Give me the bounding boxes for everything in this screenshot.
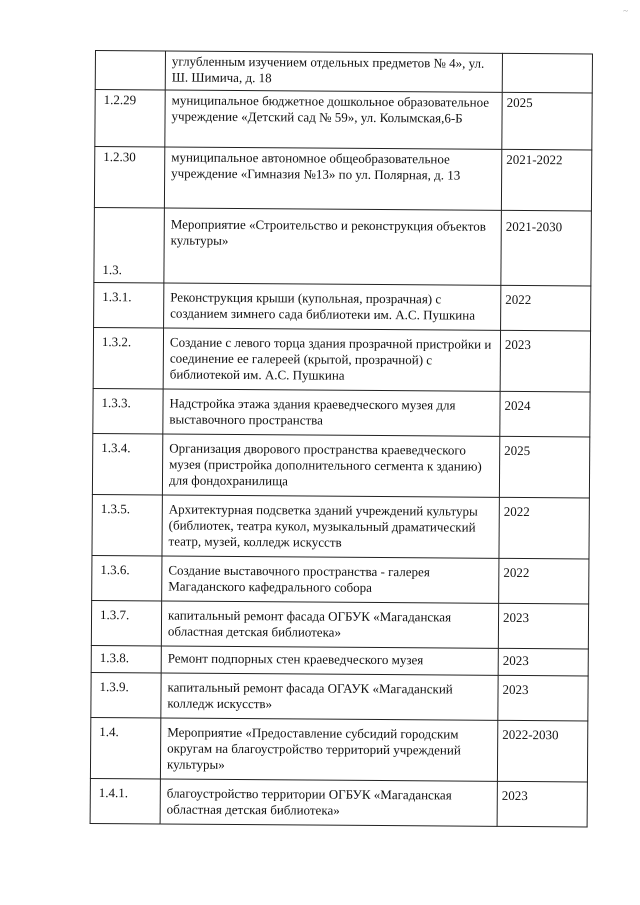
row-period: 2025 <box>502 92 592 150</box>
row-number: 1.3.9. <box>91 672 161 717</box>
row-number: 1.3.1. <box>94 282 164 327</box>
row-description: благоустройство территории ОГБУК «Магаданская областная детская библиотека» <box>160 779 497 826</box>
row-period: 2022-2030 <box>497 720 587 782</box>
row-number: 1.4.1. <box>90 778 160 823</box>
row-number: 1.3.3. <box>93 388 163 433</box>
row-description: Архитектурная подсветка зданий учреждений культуры (библиотек, театра кукол, музыкальный драматический театр, музей, колледж искусств <box>162 495 499 558</box>
row-number: 1.3.5. <box>92 494 162 555</box>
table-row <box>94 207 592 285</box>
row-period: 2022 <box>499 497 589 559</box>
row-description: Надстройка этажа здания краеведческого музея для выставочного пространства <box>163 389 500 436</box>
row-description: Создание выставочного пространства - галерея Магаданского кафедрального собора <box>162 556 499 603</box>
table-row <box>90 717 587 781</box>
row-description: муниципальное автономное общеобразовательное учреждение «Гимназия №13» по ул. Полярная, д. 13 <box>164 147 501 210</box>
row-number: 1.3.7. <box>91 600 161 645</box>
row-number: 1.3.4. <box>92 433 162 494</box>
table-row <box>94 147 591 211</box>
row-description: капитальный ремонт фасада ОГБУК «Магаданская областная детская библиотека» <box>161 601 498 648</box>
table-row <box>92 494 589 558</box>
table-row <box>91 672 588 720</box>
row-description: Реконструкция крыши (купольная, прозрачная) с созданием зимнего сада библиотеки им. А.С. Пушкина <box>164 283 501 330</box>
row-number: 1.3.2. <box>93 327 163 388</box>
table-row <box>91 645 588 675</box>
row-description: Мероприятие «Предоставление субсидий городским округам на благоустройство территорий учреждений культуры» <box>160 718 497 781</box>
row-description: Организация дворового пространства краеведческого музея (пристройка дополнительного сегмента к зданию) для фондохранилища <box>162 434 499 497</box>
row-period: 2023 <box>500 330 590 392</box>
row-period: 2021-2030 <box>501 210 592 286</box>
row-period: 2023 <box>498 675 588 721</box>
table-row <box>92 433 589 497</box>
row-period: 2022 <box>501 285 591 331</box>
row-description: Создание с левого торца здания прозрачной пристройки и соединение ее галереей (крытой, прозрачной) с библиотекой им. А.С. Пушкина <box>163 328 500 391</box>
row-period: 2022 <box>499 558 589 604</box>
measures-table <box>90 50 593 827</box>
row-number: 1.4. <box>90 717 160 778</box>
row-period: 2021-2022 <box>501 149 591 211</box>
table-row <box>95 51 592 93</box>
row-number: 1.2.30 <box>94 147 164 208</box>
row-description: муниципальное бюджетное дошкольное образовательное учреждение «Детский сад № 59», ул. Колымская,6-Б <box>165 90 502 149</box>
table-row <box>93 388 590 436</box>
row-period: 2025 <box>499 436 589 498</box>
row-description: капитальный ремонт фасада ОГАУК «Магаданский колледж искусств» <box>161 673 498 720</box>
table-row <box>91 600 588 648</box>
row-number: 1.3.8. <box>91 645 161 672</box>
table-row <box>90 778 587 826</box>
row-number: 1.3.6. <box>92 555 162 600</box>
row-description: Мероприятие «Строительство и реконструкция объектов культуры» <box>164 208 502 285</box>
table-row <box>95 90 592 150</box>
table-row <box>93 327 590 391</box>
row-number: 1.2.29 <box>95 90 165 147</box>
row-period: 2023 <box>498 648 588 676</box>
row-period <box>502 53 592 93</box>
row-number <box>95 51 165 90</box>
row-description: углубленным изучением отдельных предметов № 4», ул. Ш. Шимича, д. 18 <box>165 51 502 92</box>
page-corner-mark: ~ <box>623 6 628 16</box>
row-period: 2024 <box>500 391 590 437</box>
row-description: Ремонт подпорных стен краеведческого музея <box>161 646 498 675</box>
row-period: 2023 <box>497 781 587 827</box>
table-row <box>94 282 591 330</box>
table-row <box>92 555 589 603</box>
row-number: 1.3. <box>94 207 165 282</box>
row-period: 2023 <box>498 603 588 649</box>
